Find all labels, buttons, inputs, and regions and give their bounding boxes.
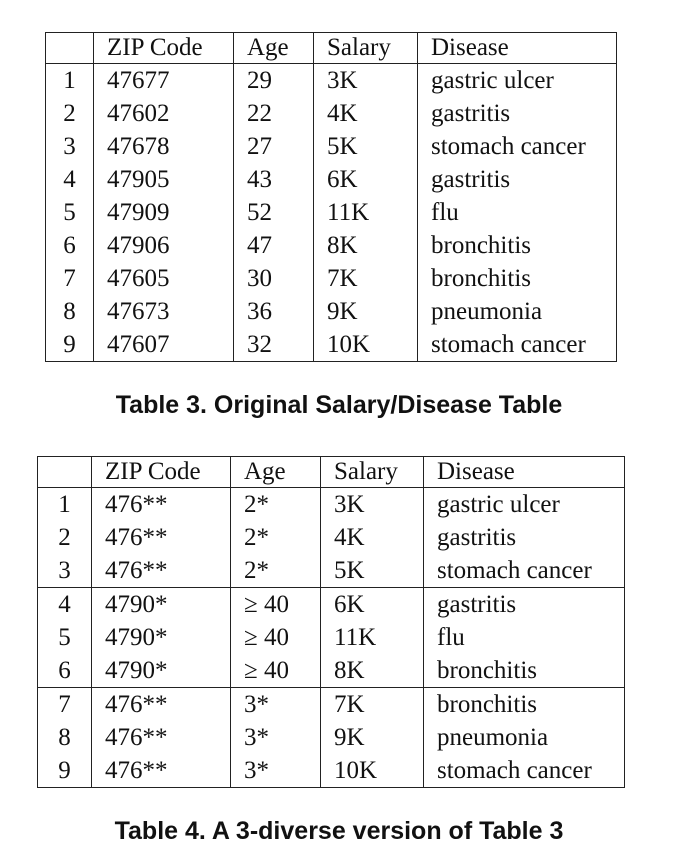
table-row (46, 262, 617, 295)
table-row (46, 97, 617, 130)
header-disease: Disease (424, 457, 625, 488)
header-age: Age (231, 457, 321, 488)
age-cell: 47 (234, 229, 314, 262)
zip-code-cell: 47906 (94, 229, 234, 262)
disease-cell: stomach cancer (418, 130, 617, 163)
header-disease: Disease (418, 33, 617, 64)
salary-cell: 7K (321, 688, 424, 722)
salary-cell: 9K (314, 295, 418, 328)
table-header-row (38, 457, 625, 488)
table-row (46, 64, 617, 98)
header-index (46, 33, 94, 64)
header-age: Age (234, 33, 314, 64)
table-4-caption: Table 4. A 3-diverse version of Table 3 (114, 817, 564, 845)
age-cell: 29 (234, 64, 314, 98)
salary-cell: 6K (314, 163, 418, 196)
table-row (46, 295, 617, 328)
age-cell: 36 (234, 295, 314, 328)
age-cell: 2* (231, 554, 321, 588)
row-index: 2 (63, 100, 76, 127)
row-index: 4 (38, 588, 92, 622)
salary-cell: 4K (321, 521, 424, 554)
row-index: 7 (38, 688, 92, 722)
disease-cell: stomach cancer (418, 328, 617, 362)
row-index: 1 (63, 67, 76, 94)
salary-cell: 8K (314, 229, 418, 262)
age-cell: 3* (231, 688, 321, 722)
table-row (46, 229, 617, 262)
row-index: 4 (63, 166, 76, 193)
table-row (38, 654, 625, 688)
row-index: 8 (58, 724, 71, 751)
table-3-caption: Table 3. Original Salary/Disease Table (115, 391, 563, 419)
header-salary: Salary (314, 33, 418, 64)
age-cell: 27 (234, 130, 314, 163)
disease-cell: bronchitis (424, 654, 625, 688)
age-cell: ≥ 40 (231, 654, 321, 688)
disease-cell: bronchitis (424, 688, 625, 722)
table-row (38, 688, 625, 722)
zip-code-cell: 47607 (94, 328, 234, 362)
row-index: 5 (63, 199, 76, 226)
table-row (38, 621, 625, 654)
table-row (46, 328, 617, 362)
table-row (38, 521, 625, 554)
table-row (38, 588, 625, 622)
zip-code-cell: 4790* (92, 588, 231, 622)
age-cell: 43 (234, 163, 314, 196)
header-index (38, 457, 92, 488)
table-row (46, 163, 617, 196)
zip-code-cell: 47909 (94, 196, 234, 229)
disease-cell: pneumonia (418, 295, 617, 328)
disease-cell: gastritis (418, 163, 617, 196)
table-row (46, 196, 617, 229)
disease-cell: flu (424, 621, 625, 654)
salary-cell: 11K (321, 621, 424, 654)
row-index: 6 (58, 657, 71, 684)
disease-cell: gastric ulcer (418, 64, 617, 98)
disease-cell: gastric ulcer (424, 488, 625, 522)
salary-cell: 5K (314, 130, 418, 163)
salary-cell: 4K (314, 97, 418, 130)
zip-code-cell: 4790* (92, 621, 231, 654)
age-cell: 22 (234, 97, 314, 130)
disease-cell: gastritis (424, 521, 625, 554)
disease-cell: bronchitis (418, 229, 617, 262)
table-row (38, 721, 625, 754)
table-header-row (46, 33, 617, 64)
salary-cell: 8K (321, 654, 424, 688)
zip-code-cell: 47678 (94, 130, 234, 163)
salary-cell: 11K (314, 196, 418, 229)
row-index: 9 (63, 331, 76, 358)
disease-cell: bronchitis (418, 262, 617, 295)
disease-cell: gastritis (424, 588, 625, 622)
age-cell: 2* (231, 521, 321, 554)
header-salary: Salary (321, 457, 424, 488)
zip-code-cell: 47602 (94, 97, 234, 130)
salary-cell: 3K (321, 488, 424, 522)
table-row (38, 554, 625, 588)
table-row (46, 130, 617, 163)
disease-cell: stomach cancer (424, 554, 625, 588)
age-cell: 3* (231, 721, 321, 754)
age-cell: ≥ 40 (231, 588, 321, 622)
zip-code-cell: 476** (92, 721, 231, 754)
row-index: 1 (58, 491, 71, 518)
disease-cell: pneumonia (424, 721, 625, 754)
salary-cell: 10K (321, 754, 424, 788)
row-index: 5 (58, 624, 71, 651)
salary-cell: 6K (321, 588, 424, 622)
zip-code-cell: 47673 (94, 295, 234, 328)
header-zip-code: ZIP Code (94, 33, 234, 64)
age-cell: 2* (231, 488, 321, 522)
row-index: 7 (63, 265, 76, 292)
age-cell: ≥ 40 (231, 621, 321, 654)
zip-code-cell: 476** (92, 688, 231, 722)
row-index: 6 (63, 232, 76, 259)
table-row (38, 488, 625, 522)
original-salary-disease-table (45, 32, 617, 362)
disease-cell: flu (418, 196, 617, 229)
three-diverse-table (37, 456, 625, 788)
zip-code-cell: 476** (92, 554, 231, 588)
row-index: 2 (58, 524, 71, 551)
row-index: 3 (58, 557, 71, 584)
age-cell: 52 (234, 196, 314, 229)
zip-code-cell: 4790* (92, 654, 231, 688)
row-index: 9 (58, 757, 71, 784)
zip-code-cell: 47677 (94, 64, 234, 98)
row-index: 8 (63, 298, 76, 325)
header-zip-code: ZIP Code (92, 457, 231, 488)
salary-cell: 9K (321, 721, 424, 754)
salary-cell: 3K (314, 64, 418, 98)
salary-cell: 5K (321, 554, 424, 588)
disease-cell: stomach cancer (424, 754, 625, 788)
age-cell: 3* (231, 754, 321, 788)
table-row (38, 754, 625, 788)
zip-code-cell: 47605 (94, 262, 234, 295)
disease-cell: gastritis (418, 97, 617, 130)
zip-code-cell: 47905 (94, 163, 234, 196)
zip-code-cell: 476** (92, 754, 231, 788)
salary-cell: 10K (314, 328, 418, 362)
row-index: 3 (63, 133, 76, 160)
zip-code-cell: 476** (92, 521, 231, 554)
salary-cell: 7K (314, 262, 418, 295)
age-cell: 30 (234, 262, 314, 295)
age-cell: 32 (234, 328, 314, 362)
zip-code-cell: 476** (92, 488, 231, 522)
